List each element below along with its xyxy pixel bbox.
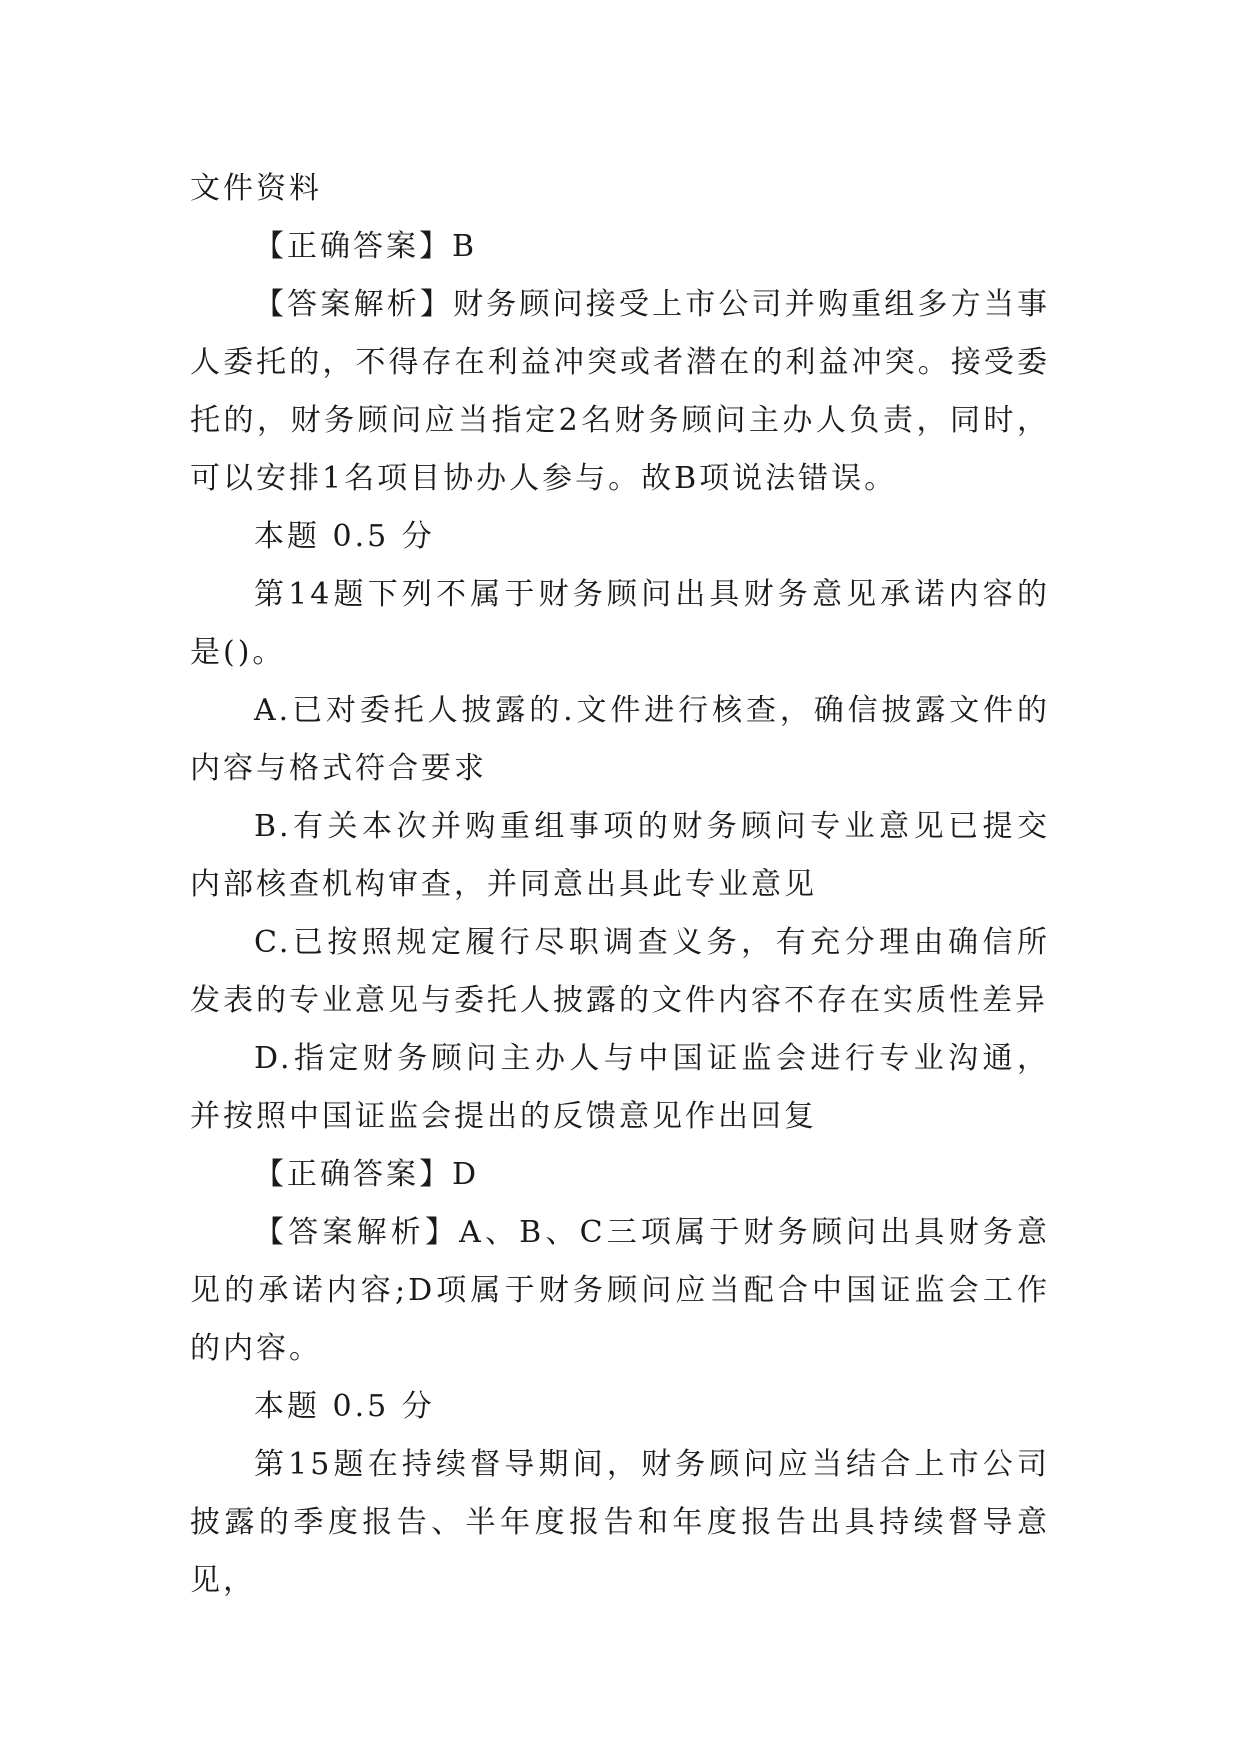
option-b-14: B.有关本次并购重组事项的财务顾问专业意见已提交内部核查机构审查，并同意出具此专业意见 xyxy=(190,809,1050,902)
document-body xyxy=(190,160,1050,1610)
answer-explanation-14: 【答案解析】A、B、C三项属于财务顾问出具财务意见的承诺内容;D项属于财务顾问应当配合中国证监会工作的内容。 xyxy=(190,1215,1050,1366)
option-a-14: A.已对委托人披露的.文件进行核查，确信披露文件的内容与格式符合要求 xyxy=(190,693,1050,786)
answer-correct-14: 【正确答案】D xyxy=(254,1157,480,1192)
score-note-13: 本题 0.5 分 xyxy=(254,519,435,554)
option-d-14: D.指定财务顾问主办人与中国证监会进行专业沟通，并按照中国证监会提出的反馈意见作出回复 xyxy=(190,1041,1050,1134)
question-15: 第15题在持续督导期间，财务顾问应当结合上市公司披露的季度报告、半年度报告和年度报告出具持续督导意见， xyxy=(190,1447,1050,1598)
answer-explanation-13: 【答案解析】财务顾问接受上市公司并购重组多方当事人委托的，不得存在利益冲突或者潜在的利益冲突。接受委托的，财务顾问应当指定2名财务顾问主办人负责，同时，可以安排1名项目协办人参与。故B项说法错误。 xyxy=(190,287,1050,496)
score-note-14: 本题 0.5 分 xyxy=(254,1389,435,1424)
answer-correct-13: 【正确答案】B xyxy=(254,229,478,264)
paragraph-continuation: 文件资料 xyxy=(190,171,322,206)
option-c-14: C.已按照规定履行尽职调查义务，有充分理由确信所发表的专业意见与委托人披露的文件内容不存在实质性差异 xyxy=(190,925,1050,1018)
question-14: 第14题下列不属于财务顾问出具财务意见承诺内容的是()。 xyxy=(190,577,1050,670)
